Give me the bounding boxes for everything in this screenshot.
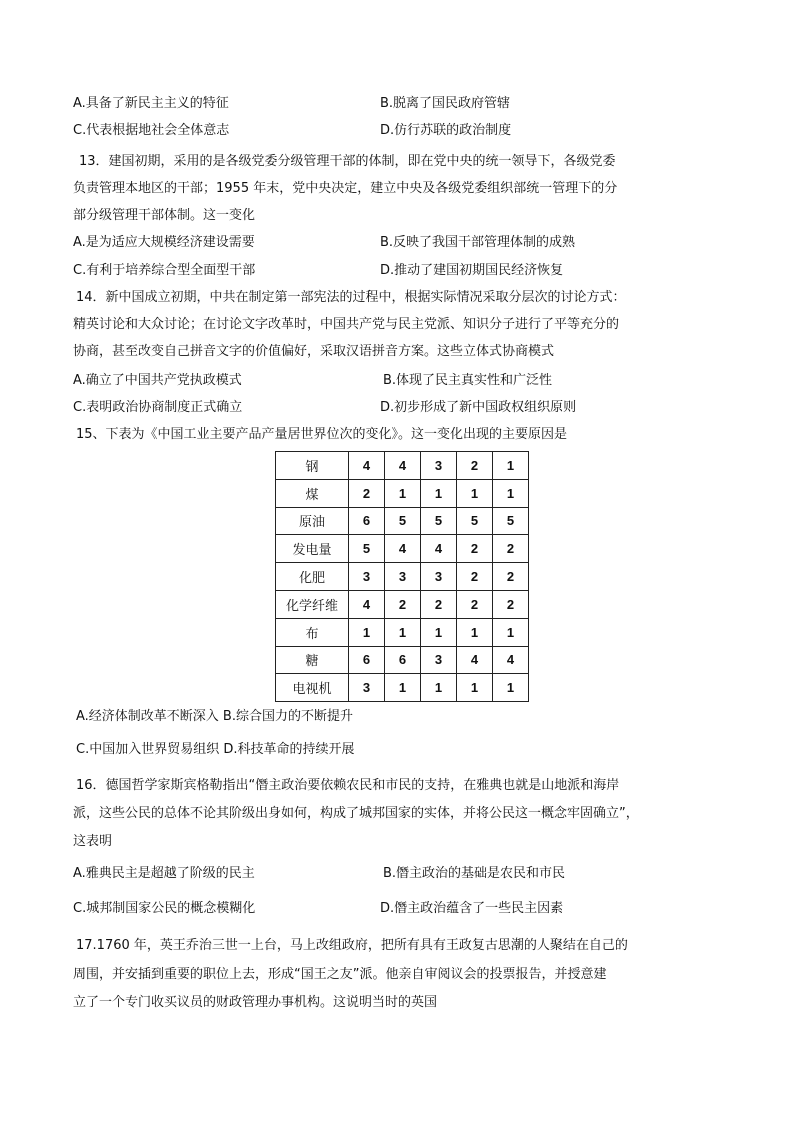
q14-stem-line-2: 精英讨论和大众讨论；在讨论文字改革时，中国共产党与民主党派、知识分子进行了平等充分的 [73,317,620,332]
rank-cell: 1 [493,618,529,646]
q12-option-a: A.具备了新民主主义的特征 [73,96,229,111]
q14-option-b: B.体现了民主真实性和广泛性 [383,373,553,388]
product-name-cell: 发电量 [276,535,349,563]
rank-cell: 3 [349,563,385,591]
rank-cell: 1 [493,479,529,507]
table-row [276,646,529,674]
q13-stem-line-3: 部分级管理干部体制。这一变化 [73,208,256,223]
rank-cell: 5 [349,535,385,563]
table-row [276,590,529,618]
rank-cell: 4 [349,590,385,618]
product-name-cell: 钢 [276,452,349,480]
rank-cell: 6 [349,646,385,674]
q12-option-d: D.仿行苏联的政治制度 [380,123,512,138]
product-name-cell: 糖 [276,646,349,674]
rank-cell: 4 [457,646,493,674]
production-rank-table [275,451,529,702]
q12-option-c: C.代表根据地社会全体意志 [73,123,230,138]
q13-stem-line-2: 负责管理本地区的干部；1955 年末，党中央决定，建立中央及各级党委组织部统一管理下的分 [73,181,618,196]
rank-cell: 4 [385,535,421,563]
rank-cell: 3 [421,452,457,480]
product-name-cell: 布 [276,618,349,646]
product-name-cell: 原油 [276,507,349,535]
rank-cell: 5 [493,507,529,535]
rank-cell: 4 [493,646,529,674]
rank-cell: 1 [493,452,529,480]
rank-cell: 4 [421,535,457,563]
q14-option-a: A.确立了中国共产党执政模式 [73,373,242,388]
rank-cell: 2 [457,535,493,563]
rank-cell: 2 [493,535,529,563]
q14-option-c: C.表明政治协商制度正式确立 [73,400,243,415]
q16-stem-line-3: 这表明 [73,834,113,849]
q16-option-a: A.雅典民主是超越了阶级的民主 [73,866,255,881]
table-row [276,535,529,563]
q15-options-ab: A.经济体制改革不断深入 B.综合国力的不断提升 [76,709,353,724]
rank-cell: 1 [421,618,457,646]
product-name-cell: 煤 [276,479,349,507]
table-row [276,452,529,480]
table-row [276,618,529,646]
rank-cell: 1 [385,674,421,702]
q17-stem-line-2: 周围，并安插到重要的职位上去，形成“国王之友”派。他亲自审阅议会的投票报告，并授意建 [73,967,607,982]
table-row [276,674,529,702]
rank-cell: 3 [349,674,385,702]
rank-cell: 1 [493,674,529,702]
rank-cell: 2 [457,590,493,618]
rank-cell: 4 [349,452,385,480]
q14-option-d: D.初步形成了新中国政权组织原则 [380,400,577,415]
table-row [276,479,529,507]
rank-cell: 2 [493,563,529,591]
table-row [276,563,529,591]
product-name-cell: 电视机 [276,674,349,702]
q16-stem-line-1: 16．德国哲学家斯宾格勒指出“僭主政治要依赖农民和市民的支持，在雅典也就是山地派和海岸 [76,778,620,793]
rank-cell: 2 [457,563,493,591]
q14-stem-line-1: 14．新中国成立初期，中共在制定第一部宪法的过程中，根据实际情况采取分层次的讨论方式： [76,290,626,305]
q16-option-d: D.僭主政治蕴含了一些民主因素 [380,901,564,916]
q17-stem-line-3: 立了一个专门收买议员的财政管理办事机构。这说明当时的英国 [73,995,438,1010]
rank-cell: 1 [349,618,385,646]
q13-option-b: B.反映了我国干部管理体制的成熟 [380,235,576,250]
rank-cell: 2 [385,590,421,618]
rank-cell: 6 [385,646,421,674]
q15-stem: 15、下表为《中国工业主要产品产量居世界位次的变化》。这一变化出现的主要原因是 [76,427,568,442]
q13-option-c: C.有利于培养综合型全面型干部 [73,263,256,278]
product-name-cell: 化学纤维 [276,590,349,618]
rank-cell: 5 [421,507,457,535]
rank-cell: 1 [385,618,421,646]
rank-cell: 1 [457,674,493,702]
rank-cell: 2 [421,590,457,618]
rank-cell: 5 [457,507,493,535]
table-row [276,507,529,535]
product-name-cell: 化肥 [276,563,349,591]
rank-cell: 6 [349,507,385,535]
rank-cell: 4 [385,452,421,480]
q16-option-b: B.僭主政治的基础是农民和市民 [383,866,566,881]
q13-stem-line-1: 13．建国初期，采用的是各级党委分级管理干部的体制，即在党中央的统一领导下，各级党委 [79,154,616,169]
rank-cell: 1 [457,479,493,507]
rank-cell: 1 [457,618,493,646]
rank-cell: 2 [349,479,385,507]
rank-cell: 1 [385,479,421,507]
q12-option-b: B.脱离了国民政府管辖 [380,96,511,111]
rank-cell: 3 [421,563,457,591]
rank-cell: 3 [421,646,457,674]
q16-stem-line-2: 派，这些公民的总体不论其阶级出身如何，构成了城邦国家的实体，并将公民这一概念牢固确立”， [73,806,639,821]
q16-option-c: C.城邦制国家公民的概念模糊化 [73,901,256,916]
rank-cell: 1 [421,674,457,702]
q14-stem-line-3: 协商，甚至改变自己拼音文字的价值偏好，采取汉语拼音方案。这些立体式协商模式 [73,344,555,359]
rank-cell: 5 [385,507,421,535]
rank-cell: 2 [493,590,529,618]
rank-cell: 2 [457,452,493,480]
q13-option-a: A.是为适应大规模经济建设需要 [73,235,255,250]
rank-cell: 3 [385,563,421,591]
q15-options-cd: C.中国加入世界贸易组织 D.科技革命的持续开展 [76,742,355,757]
q17-stem-line-1: 17.1760 年，英王乔治三世一上台，马上改组政府，把所有具有王政复古思潮的人聚结在自己的 [76,938,628,953]
rank-cell: 1 [421,479,457,507]
q13-option-d: D.推动了建国初期国民经济恢复 [380,263,564,278]
